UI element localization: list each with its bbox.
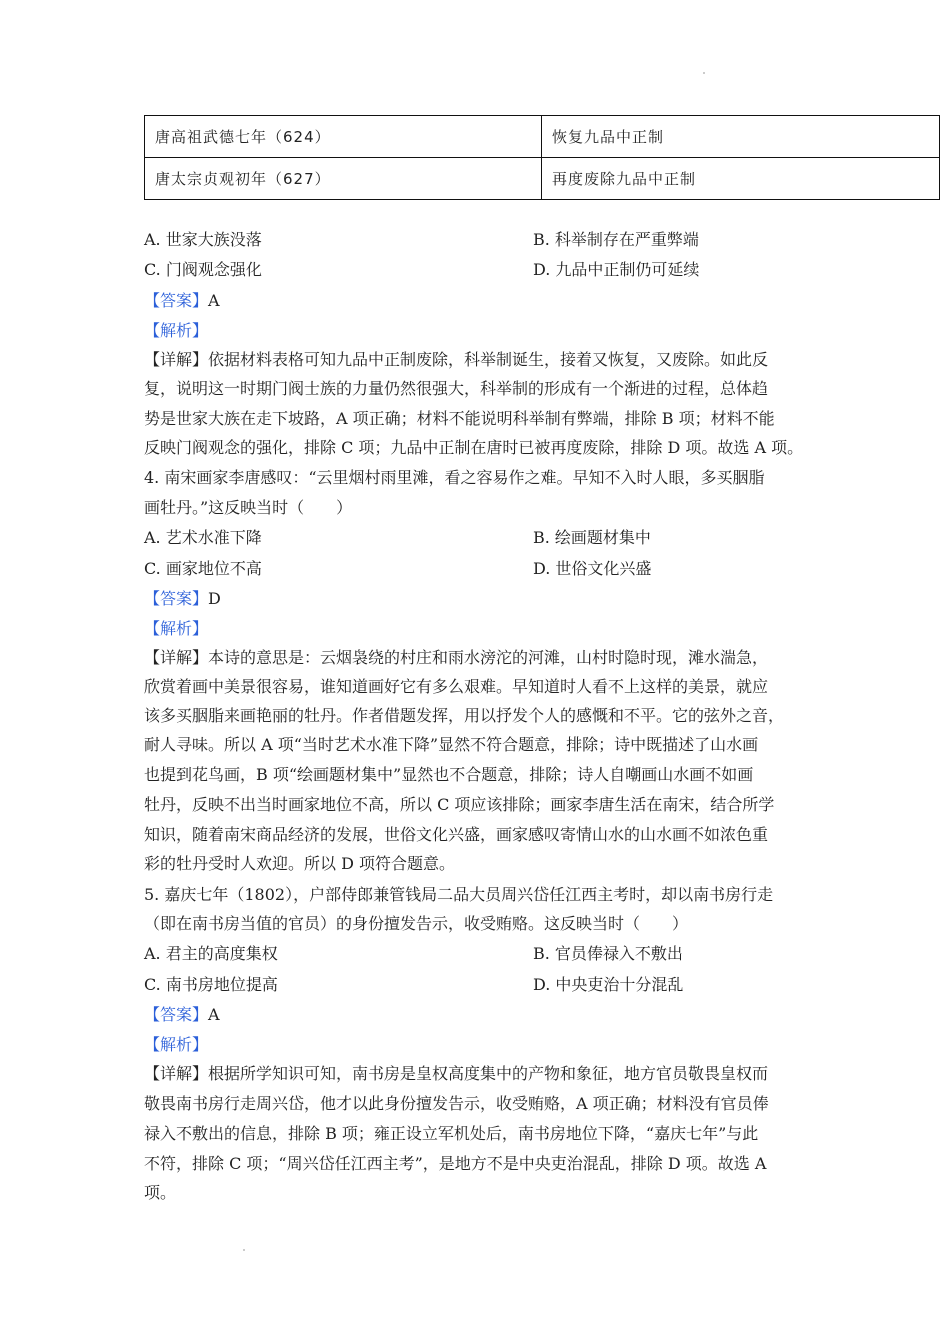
- detail-label: 【详解】: [144, 1064, 209, 1083]
- q3-answer: [144, 291, 220, 311]
- answer-label: 【答案】: [144, 291, 209, 310]
- answer-label: 【答案】: [144, 1005, 209, 1024]
- q4-option-c: C. 画家地位不高: [144, 559, 262, 578]
- q4-detail-line: 彩的牡丹受时人欢迎。所以 D 项符合题意。: [144, 854, 456, 873]
- q4-stem-line: 画牡丹。”这反映当时（ ）: [144, 498, 353, 517]
- answer-value: A: [208, 291, 220, 310]
- answer-label: 【答案】: [144, 589, 209, 608]
- policy-table: [144, 115, 940, 200]
- q4-detail-line: 该多买胭脂来画艳丽的牡丹。作者借题发挥，用以抒发个人的感慨和不平。它的弦外之音，: [144, 706, 785, 725]
- q5-detail-line: 项。: [144, 1183, 177, 1202]
- detail-text: 本诗的意思是：云烟袅绕的村庄和雨水滂沱的河滩，山村时隐时现，滩水湍急，: [208, 648, 769, 667]
- q5-option-b: B. 官员俸禄入不敷出: [533, 944, 683, 963]
- table-cell: 再度废除九品中正制: [542, 158, 940, 200]
- table-row: [145, 116, 940, 158]
- q4-detail-line: 耐人寻味。所以 A 项“当时艺术水准下降”显然不符合题意，排除；诗中既描述了山水画: [144, 735, 759, 754]
- q5-detail-line: 不符，排除 C 项；“周兴岱任江西主考”，是地方不是中央吏治混乱，排除 D 项。故选 A: [144, 1154, 767, 1173]
- q4-option-a: A. 艺术水准下降: [144, 528, 262, 547]
- q5-detail-line: 敬畏南书房行走周兴岱，他才以此身份擅发告示，收受贿赂，A 项正确；材料没有官员俸: [144, 1094, 769, 1113]
- q5-option-c: C. 南书房地位提高: [144, 975, 278, 994]
- q5-option-d: D. 中央吏治十分混乱: [533, 975, 684, 994]
- q3-detail-line: 势是世家大族在走下坡路，A 项正确；材料不能说明科举制有弊端，排除 B 项；材料不能: [144, 409, 775, 428]
- scan-dot: [243, 1249, 245, 1251]
- q5-detail-line: [144, 1064, 768, 1084]
- detail-text: 根据所学知识可知，南书房是皇权高度集中的产物和象征，地方官员敬畏皇权而: [208, 1064, 769, 1083]
- q4-answer: [144, 589, 221, 609]
- q3-detail-line: 复，说明这一时期门阀士族的力量仍然很强大，科举制的形成有一个渐进的过程，总体趋: [144, 379, 769, 398]
- scan-dot: [703, 72, 705, 74]
- table-cell: 恢复九品中正制: [542, 116, 940, 158]
- q3-analysis-label: 【解析】: [144, 321, 209, 340]
- q4-analysis-label: 【解析】: [144, 619, 209, 638]
- detail-label: 【详解】: [144, 350, 209, 369]
- answer-value: A: [208, 1005, 220, 1024]
- q3-option-a: A. 世家大族没落: [144, 230, 262, 249]
- detail-text: 依据材料表格可知九品中正制废除，科举制诞生，接着又恢复，又废除。如此反: [208, 350, 769, 369]
- table-row: [145, 158, 940, 200]
- table-cell: 唐高祖武德七年（624）: [145, 116, 542, 158]
- q3-option-c: C. 门阀观念强化: [144, 260, 262, 279]
- q4-option-d: D. 世俗文化兴盛: [533, 559, 652, 578]
- q5-stem-line: （即在南书房当值的官员）的身份擅发告示，收受贿赂。这反映当时（ ）: [144, 914, 689, 933]
- answer-value: D: [208, 589, 221, 608]
- q5-analysis-label: 【解析】: [144, 1035, 209, 1054]
- q3-option-d: D. 九品中正制仍可延续: [533, 260, 700, 279]
- detail-label: 【详解】: [144, 648, 209, 667]
- q3-option-b: B. 科举制存在严重弊端: [533, 230, 699, 249]
- q5-option-a: A. 君主的高度集权: [144, 944, 278, 963]
- q5-detail-line: 禄入不敷出的信息，排除 B 项；雍正设立军机处后，南书房地位下降，“嘉庆七年”与此: [144, 1124, 759, 1143]
- q4-detail-line: [144, 648, 768, 668]
- q4-detail-line: 也提到花鸟画，B 项“绘画题材集中”显然也不合题意，排除；诗人自嘲画山水画不如画: [144, 765, 754, 784]
- q5-stem-line: 5. 嘉庆七年（1802），户部侍郎兼管钱局二品大员周兴岱任江西主考时，却以南书房行走: [144, 885, 774, 904]
- q4-detail-line: 知识，随着南宋商品经济的发展，世俗文化兴盛，画家感叹寄情山水的山水画不如浓色重: [144, 825, 769, 844]
- q4-stem-line: 4. 南宋画家李唐感叹：“云里烟村雨里滩，看之容易作之难。早知不入时人眼，多买胭脂: [144, 468, 765, 487]
- q4-option-b: B. 绘画题材集中: [533, 528, 651, 547]
- q4-detail-line: 牡丹，反映不出当时画家地位不高，所以 C 项应该排除；画家李唐生活在南宋，结合所学: [144, 795, 775, 814]
- q4-detail-line: 欣赏着画中美景很容易，谁知道画好它有多么艰难。早知道时人看不上这样的美景，就应: [144, 677, 769, 696]
- table-cell: 唐太宗贞观初年（627）: [145, 158, 542, 200]
- q3-detail-line: 反映门阀观念的强化，排除 C 项；九品中正制在唐时已被再度废除，排除 D 项。故选 A 项。: [144, 438, 804, 457]
- q3-detail-line: [144, 350, 768, 370]
- q5-answer: [144, 1005, 220, 1025]
